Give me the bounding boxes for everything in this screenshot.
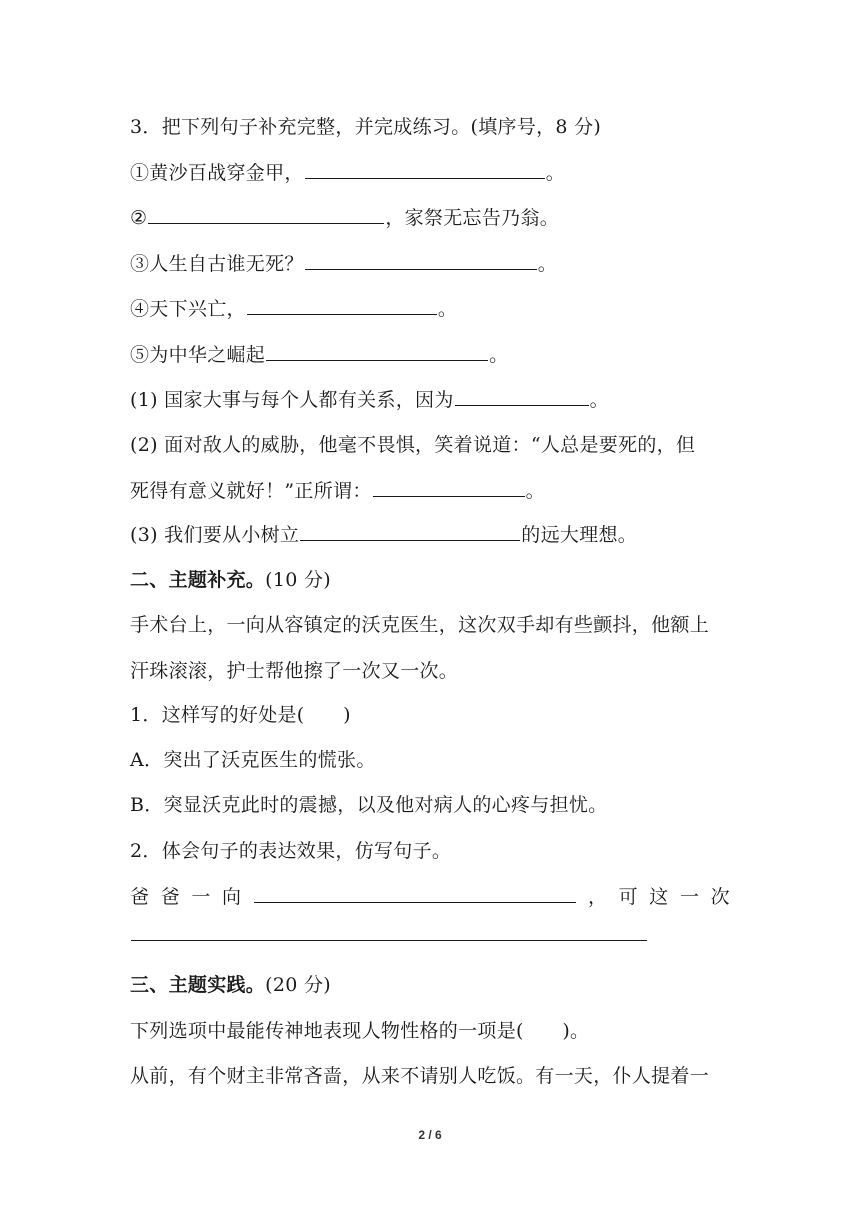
sub-question-1: (1) 国家大事与每个人都有关系，因为 。 [130,389,609,411]
poem-line-1: ①黄沙百战穿金甲， 。 [130,162,566,184]
answer-blank[interactable] [131,922,647,941]
section-2-paragraph-line-2: 汗珠滚滚，护士帮他擦了一次又一次。 [130,660,459,682]
answer-blank[interactable] [148,205,384,224]
answer-blank[interactable] [254,884,576,903]
answer-blank[interactable] [305,251,537,270]
section-2-question-2: 2．体会句子的表达效果，仿写句子。 [130,840,452,862]
sub-question-2-line-2: 死得有意义就好！”正所谓： 。 [130,480,545,502]
poem-line-3: ③人生自古谁无死？ 。 [130,253,558,275]
option-b: B．突显沃克此时的震撼，以及他对病人的心疼与担忧。 [130,794,608,816]
section-3-heading: 三、主题实践。(20 分) [130,974,331,996]
imitation-sentence-line: 爸 爸 一 向 ， 可 这 一 次 [130,886,730,908]
poem-line-2: ② ，家祭无忘告乃翁。 [130,207,560,229]
section-2-paragraph-line-1: 手术台上，一向从容镇定的沃克医生，这次双手却有些颤抖，他额上 [130,614,710,636]
imitation-answer-line [130,922,730,948]
answer-blank[interactable] [300,522,520,541]
answer-blank[interactable] [455,387,589,406]
answer-blank[interactable] [305,160,545,179]
sub-question-2-line-1: (2) 面对敌人的威胁，他毫不畏惧，笑着说道：“人总是要死的，但 [130,434,696,456]
poem-line-5: ⑤为中华之崛起 。 [130,344,509,366]
section-2-heading: 二、主题补充。(10 分) [130,569,331,591]
section-3-paragraph-line-1: 从前，有个财主非常吝啬，从来不请别人吃饭。有一天，仆人提着一 [130,1065,710,1087]
page-number: 2 / 6 [418,1128,442,1142]
section-2-question-1: 1．这样写的好处是( ) [130,704,351,726]
poem-line-4: ④天下兴亡， 。 [130,298,458,320]
answer-blank[interactable] [247,296,437,315]
answer-blank[interactable] [373,478,525,497]
answer-blank[interactable] [266,342,488,361]
sub-question-3: (3) 我们要从小树立 的远大理想。 [130,524,638,546]
section-3-question: 下列选项中最能传神地表现人物性格的一项是( )。 [130,1020,590,1042]
q3-title: 3．把下列句子补充完整，并完成练习。(填序号，8 分) [130,116,602,138]
option-a: A．突出了沃克医生的慌张。 [130,749,376,771]
